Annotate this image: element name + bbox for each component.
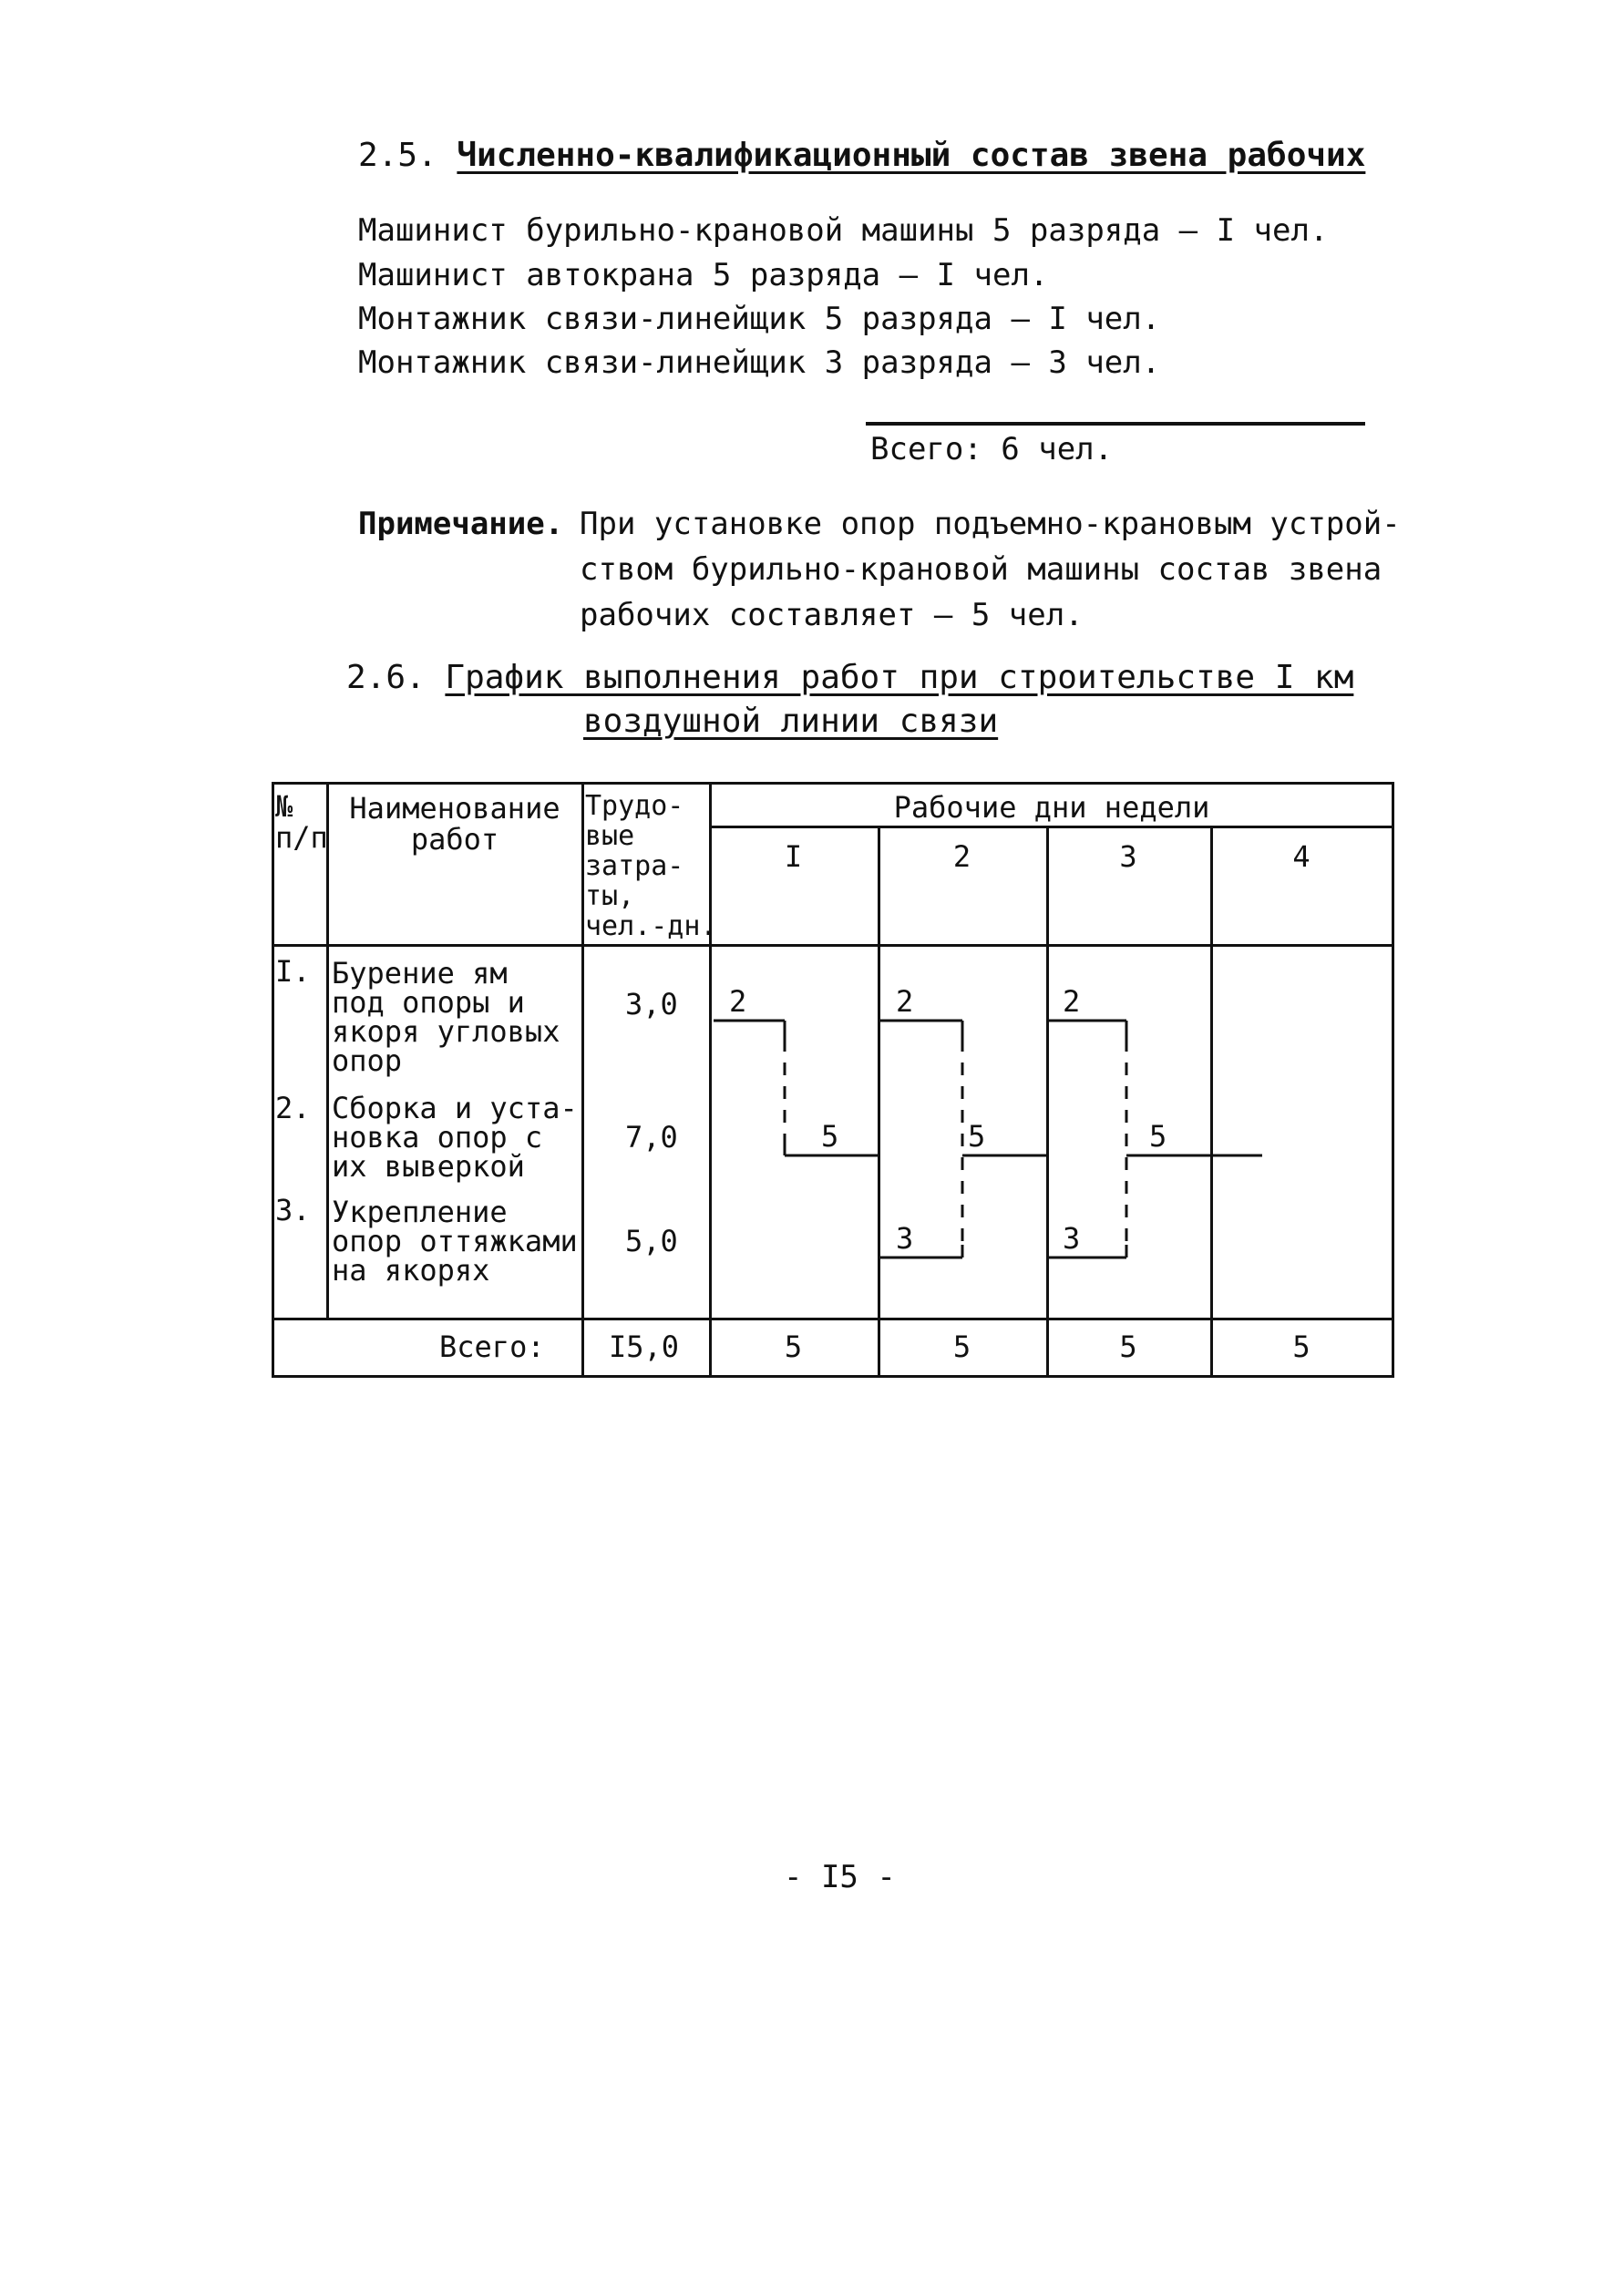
section-2-6-heading-line-2 (583, 703, 998, 740)
note-line-1: При установке опор подъемно-крановым устрой- (580, 506, 1401, 542)
section-title-line-2: воздушной линии связи (583, 703, 999, 740)
gantt-label-drill-3: 2 (1063, 984, 1081, 1019)
row-name-line: их выверкой (332, 1149, 525, 1184)
header-day-1: I (784, 839, 803, 874)
row-3-labor: 5,0 (625, 1224, 678, 1258)
section-number: 2.6. (346, 659, 426, 696)
row-name-line: опор оттяжками (332, 1224, 578, 1258)
total-labor: I5,0 (609, 1329, 680, 1364)
section-title: Численно-квалификационный состав звена рабочих (457, 137, 1366, 174)
total-day-2: 5 (952, 1329, 971, 1364)
header-name-line: работ (410, 822, 499, 857)
row-2-num: 2. (275, 1091, 311, 1125)
note-label: Примечание. (358, 506, 564, 542)
header-labor-line: чел.-дн. (585, 910, 717, 942)
schedule-table (272, 782, 1394, 1378)
crew-line-4: Монтажник связи-линейщик 3 разряда – 3 чел. (358, 344, 1161, 381)
section-number: 2.5. (358, 137, 437, 174)
total-day-4: 5 (1292, 1329, 1311, 1364)
row-name-line: под опоры и (332, 985, 525, 1020)
gantt-label-assemble-3: 5 (1149, 1119, 1167, 1154)
total-day-1: 5 (784, 1329, 803, 1364)
total-label: Всего: (439, 1329, 545, 1364)
header-day-4: 4 (1292, 839, 1311, 874)
gantt-label-anchor-1: 3 (896, 1221, 914, 1256)
header-day-3: 3 (1119, 839, 1137, 874)
gantt-label-drill-1: 2 (729, 984, 747, 1019)
header-num-line: п/п (275, 820, 328, 855)
crew-line-2: Машинист автокрана 5 разряда – I чел. (358, 257, 1049, 293)
header-num-line: № (275, 789, 293, 824)
gantt-label-assemble-1: 5 (821, 1119, 839, 1154)
row-name-line: опор (332, 1043, 403, 1078)
note-line-2: ством бурильно-крановой машины состав звена (580, 551, 1382, 588)
row-2-labor: 7,0 (625, 1120, 678, 1155)
row-name-line: новка опор с (332, 1120, 543, 1155)
page-number: - I5 - (784, 1859, 896, 1895)
row-name-line: на якорях (332, 1253, 490, 1288)
section-2-5-heading (358, 137, 1365, 174)
gantt-label-assemble-2: 5 (968, 1119, 986, 1154)
header-labor-line: вые (585, 820, 635, 852)
row-name-line: якоря угловых (332, 1014, 560, 1049)
total-divider (866, 422, 1365, 426)
row-3-num: 3. (275, 1193, 311, 1227)
row-1-num: I. (275, 954, 311, 989)
header-name-line: Наименование (349, 791, 560, 826)
row-name-line: Сборка и уста- (332, 1091, 578, 1125)
section-title-line-1: График выполнения работ при строительстве I км (445, 659, 1354, 696)
crew-line-1: Машинист бурильно-крановой машины 5 разряда – I чел. (358, 212, 1329, 249)
header-labor-line: ты, (585, 880, 635, 912)
header-labor-line: затра- (585, 850, 684, 882)
crew-line-3: Монтажник связи-линейщик 5 разряда – I чел. (358, 301, 1161, 337)
row-1-labor: 3,0 (625, 987, 678, 1021)
gantt-label-anchor-2: 3 (1063, 1221, 1081, 1256)
note-line-3: рабочих составляет – 5 чел. (580, 597, 1084, 633)
row-name-line: Укрепление (332, 1195, 508, 1229)
total-day-3: 5 (1119, 1329, 1137, 1364)
section-2-6-heading (346, 659, 1353, 696)
gantt-label-drill-2: 2 (896, 984, 914, 1019)
header-day-2: 2 (952, 839, 971, 874)
row-name-line: Бурение ям (332, 956, 508, 991)
header-labor-line: Трудо- (585, 790, 684, 822)
header-days: Рабочие дни недели (893, 790, 1210, 825)
gantt-chart (272, 782, 1394, 1378)
crew-total: Всего: 6 чел. (870, 431, 1114, 467)
